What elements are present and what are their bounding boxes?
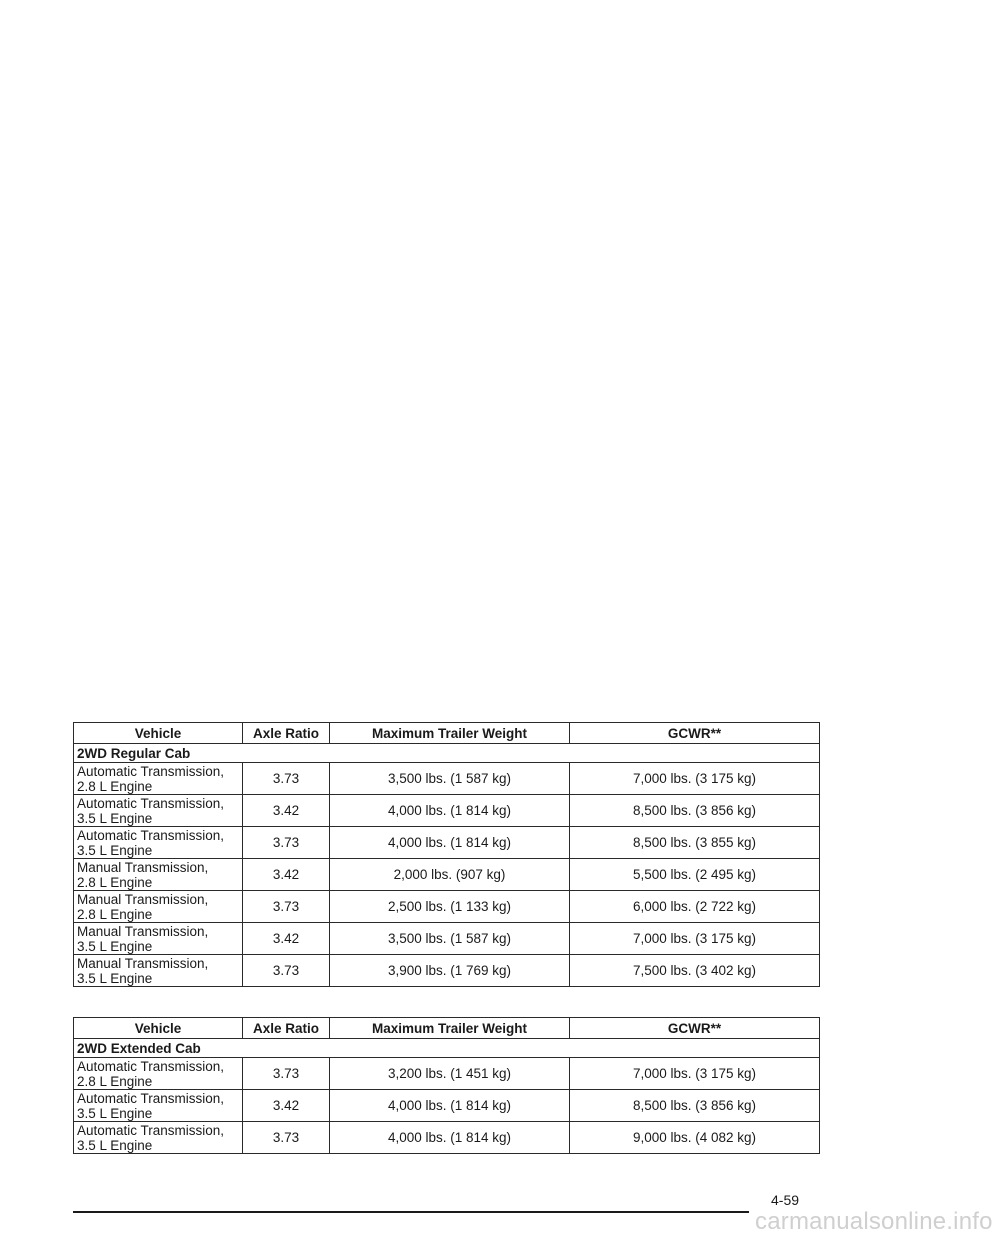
cell-vehicle bbox=[74, 763, 243, 795]
cell-max-trailer-weight: 4,000 lbs. (1 814 kg) bbox=[330, 795, 570, 827]
vehicle-transmission: Automatic Transmission, bbox=[77, 1058, 225, 1074]
header-gcwr: GCWR** bbox=[570, 1018, 820, 1039]
table-header-row bbox=[74, 1018, 820, 1039]
vehicle-engine: 3.5 L Engine bbox=[77, 842, 153, 858]
vehicle-engine: 3.5 L Engine bbox=[77, 810, 153, 826]
section-row bbox=[74, 744, 820, 763]
table-row bbox=[74, 1058, 820, 1090]
table-row bbox=[74, 955, 820, 987]
vehicle-engine: 3.5 L Engine bbox=[77, 938, 153, 954]
cell-gcwr: 8,500 lbs. (3 856 kg) bbox=[570, 795, 820, 827]
vehicle-transmission: Automatic Transmission, bbox=[77, 1090, 225, 1106]
table-row bbox=[74, 923, 820, 955]
header-axle-ratio: Axle Ratio bbox=[243, 1018, 330, 1039]
cell-vehicle bbox=[74, 891, 243, 923]
cell-max-trailer-weight: 2,000 lbs. (907 kg) bbox=[330, 859, 570, 891]
cell-vehicle bbox=[74, 955, 243, 987]
table-row bbox=[74, 1090, 820, 1122]
header-axle-ratio: Axle Ratio bbox=[243, 723, 330, 744]
table-row bbox=[74, 763, 820, 795]
cell-axle-ratio: 3.73 bbox=[243, 891, 330, 923]
table-row bbox=[74, 827, 820, 859]
section-title: 2WD Regular Cab bbox=[74, 744, 820, 763]
vehicle-engine: 3.5 L Engine bbox=[77, 1105, 153, 1121]
cell-axle-ratio: 3.42 bbox=[243, 923, 330, 955]
vehicle-transmission: Manual Transmission, bbox=[77, 955, 209, 971]
table-row bbox=[74, 859, 820, 891]
vehicle-transmission: Automatic Transmission, bbox=[77, 827, 225, 843]
cell-vehicle bbox=[74, 1058, 243, 1090]
vehicle-transmission: Automatic Transmission, bbox=[77, 763, 225, 779]
cell-vehicle bbox=[74, 827, 243, 859]
cell-gcwr: 7,500 lbs. (3 402 kg) bbox=[570, 955, 820, 987]
header-max-trailer-weight: Maximum Trailer Weight bbox=[330, 1018, 570, 1039]
cell-gcwr: 9,000 lbs. (4 082 kg) bbox=[570, 1122, 820, 1154]
cell-axle-ratio: 3.42 bbox=[243, 795, 330, 827]
vehicle-transmission: Automatic Transmission, bbox=[77, 795, 225, 811]
cell-gcwr: 8,500 lbs. (3 855 kg) bbox=[570, 827, 820, 859]
cell-axle-ratio: 3.73 bbox=[243, 955, 330, 987]
vehicle-transmission: Automatic Transmission, bbox=[77, 1122, 225, 1138]
header-vehicle: Vehicle bbox=[74, 1018, 243, 1039]
cell-axle-ratio: 3.73 bbox=[243, 1058, 330, 1090]
cell-max-trailer-weight: 4,000 lbs. (1 814 kg) bbox=[330, 1122, 570, 1154]
cell-gcwr: 7,000 lbs. (3 175 kg) bbox=[570, 923, 820, 955]
cell-max-trailer-weight: 4,000 lbs. (1 814 kg) bbox=[330, 1090, 570, 1122]
vehicle-engine: 2.8 L Engine bbox=[77, 1073, 153, 1089]
extended-cab-table bbox=[73, 1017, 820, 1154]
page-number: 4-59 bbox=[771, 1192, 800, 1208]
watermark: carmanualsonline.info bbox=[755, 1208, 993, 1235]
section-title: 2WD Extended Cab bbox=[74, 1039, 820, 1058]
cell-vehicle bbox=[74, 795, 243, 827]
cell-vehicle bbox=[74, 859, 243, 891]
vehicle-engine: 3.5 L Engine bbox=[77, 970, 153, 986]
cell-vehicle bbox=[74, 1122, 243, 1154]
vehicle-engine: 3.5 L Engine bbox=[77, 1137, 153, 1153]
cell-gcwr: 7,000 lbs. (3 175 kg) bbox=[570, 763, 820, 795]
table-row bbox=[74, 1122, 820, 1154]
cell-gcwr: 8,500 lbs. (3 856 kg) bbox=[570, 1090, 820, 1122]
cell-max-trailer-weight: 3,500 lbs. (1 587 kg) bbox=[330, 763, 570, 795]
cell-max-trailer-weight: 3,900 lbs. (1 769 kg) bbox=[330, 955, 570, 987]
vehicle-engine: 2.8 L Engine bbox=[77, 874, 153, 890]
vehicle-transmission: Manual Transmission, bbox=[77, 859, 209, 875]
footer-rule bbox=[73, 1211, 749, 1213]
cell-axle-ratio: 3.42 bbox=[243, 859, 330, 891]
section-row bbox=[74, 1039, 820, 1058]
cell-max-trailer-weight: 4,000 lbs. (1 814 kg) bbox=[330, 827, 570, 859]
cell-max-trailer-weight: 3,500 lbs. (1 587 kg) bbox=[330, 923, 570, 955]
vehicle-transmission: Manual Transmission, bbox=[77, 923, 209, 939]
table-header-row bbox=[74, 723, 820, 744]
cell-axle-ratio: 3.73 bbox=[243, 1122, 330, 1154]
cell-axle-ratio: 3.42 bbox=[243, 1090, 330, 1122]
cell-axle-ratio: 3.73 bbox=[243, 763, 330, 795]
regular-cab-table bbox=[73, 722, 820, 987]
header-max-trailer-weight: Maximum Trailer Weight bbox=[330, 723, 570, 744]
cell-gcwr: 5,500 lbs. (2 495 kg) bbox=[570, 859, 820, 891]
table-row bbox=[74, 795, 820, 827]
vehicle-engine: 2.8 L Engine bbox=[77, 906, 153, 922]
header-vehicle: Vehicle bbox=[74, 723, 243, 744]
header-gcwr: GCWR** bbox=[570, 723, 820, 744]
cell-max-trailer-weight: 2,500 lbs. (1 133 kg) bbox=[330, 891, 570, 923]
vehicle-transmission: Manual Transmission, bbox=[77, 891, 209, 907]
cell-gcwr: 7,000 lbs. (3 175 kg) bbox=[570, 1058, 820, 1090]
cell-gcwr: 6,000 lbs. (2 722 kg) bbox=[570, 891, 820, 923]
table-row bbox=[74, 891, 820, 923]
cell-vehicle bbox=[74, 923, 243, 955]
cell-axle-ratio: 3.73 bbox=[243, 827, 330, 859]
cell-max-trailer-weight: 3,200 lbs. (1 451 kg) bbox=[330, 1058, 570, 1090]
vehicle-engine: 2.8 L Engine bbox=[77, 778, 153, 794]
cell-vehicle bbox=[74, 1090, 243, 1122]
